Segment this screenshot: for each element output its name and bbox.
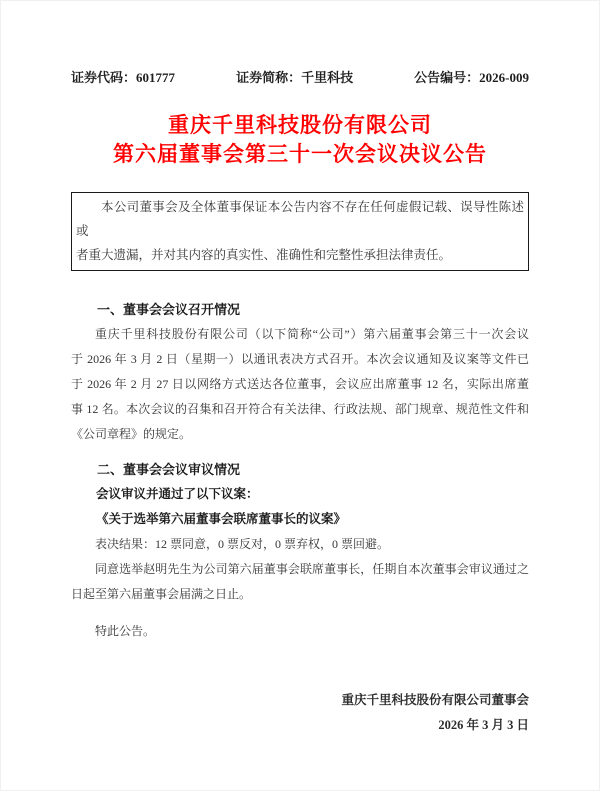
- signature-date: 2026 年 3 月 3 日: [438, 718, 529, 732]
- disclaimer-box: [71, 192, 529, 271]
- text-line: 者重大遗漏，并对其内容的真实性、准确性和完整性承担法律责任。: [76, 248, 452, 262]
- stock-name-label: 证券简称：: [236, 70, 302, 85]
- text-line: 重庆千里科技股份有限公司（以下简称“公司”）第六届董事会第三十一次会议: [95, 327, 529, 341]
- stock-code-value: 601777: [136, 70, 176, 85]
- meeting-resolution-title: 第六届董事会第三十一次会议决议公告: [113, 143, 487, 166]
- text-line: 日起至第六届董事会届满之日止。: [71, 587, 252, 601]
- text-line: 于 2026 年 3 月 2 日（星期一）以通讯表决方式召开。本次会议通知及议案等文件已: [71, 352, 529, 366]
- section1-paragraph: [71, 322, 529, 447]
- text-line: 于 2026 年 2 月 27 日以网络方式送达各位董事，会议应出席董事 12 名，实际出席董: [71, 377, 529, 391]
- announcement-number: [414, 69, 529, 87]
- section1-heading: 一、董事会会议召开情况: [97, 302, 241, 317]
- securities-info-row: [71, 69, 529, 87]
- text-line: 事 12 名。本次会议的召集和召开符合有关法律、行政法规、部门规章、规范性文件和: [71, 402, 529, 416]
- stock-code-label: 证券代码：: [71, 70, 137, 85]
- announcement-number-label: 公告编号：: [414, 70, 480, 85]
- proposal-title: 《关于选举第六届董事会联席董事长的议案》: [96, 512, 347, 526]
- resolution-paragraph: [71, 557, 529, 607]
- section2-intro: 会议审议并通过了以下议案：: [96, 487, 259, 501]
- stock-name-value: 千里科技: [301, 70, 354, 85]
- signature-company: 重庆千里科技股份有限公司董事会: [341, 693, 529, 707]
- closing-notice: 特此公告。: [95, 624, 156, 638]
- vote-result: 表决结果：12 票同意，0 票反对，0 票弃权，0 票回避。: [95, 537, 390, 551]
- stock-name: [236, 69, 353, 87]
- text-line: 同意选举赵明先生为公司第六届董事会联席董事长，任期自本次董事会审议通过之: [95, 562, 529, 576]
- signature-block: [71, 688, 529, 738]
- section2-heading: 二、董事会会议审议情况: [97, 462, 241, 477]
- text-line: 《公司章程》的规定。: [71, 427, 192, 441]
- company-title: 重庆千里科技股份有限公司: [168, 114, 432, 137]
- text-line: 本公司董事会及全体董事保证本公告内容不存在任何虚假记载、误导性陈述或: [76, 200, 524, 238]
- stock-code: [71, 69, 175, 87]
- document-title-block: [71, 111, 529, 169]
- announcement-number-value: 2026-009: [479, 70, 529, 85]
